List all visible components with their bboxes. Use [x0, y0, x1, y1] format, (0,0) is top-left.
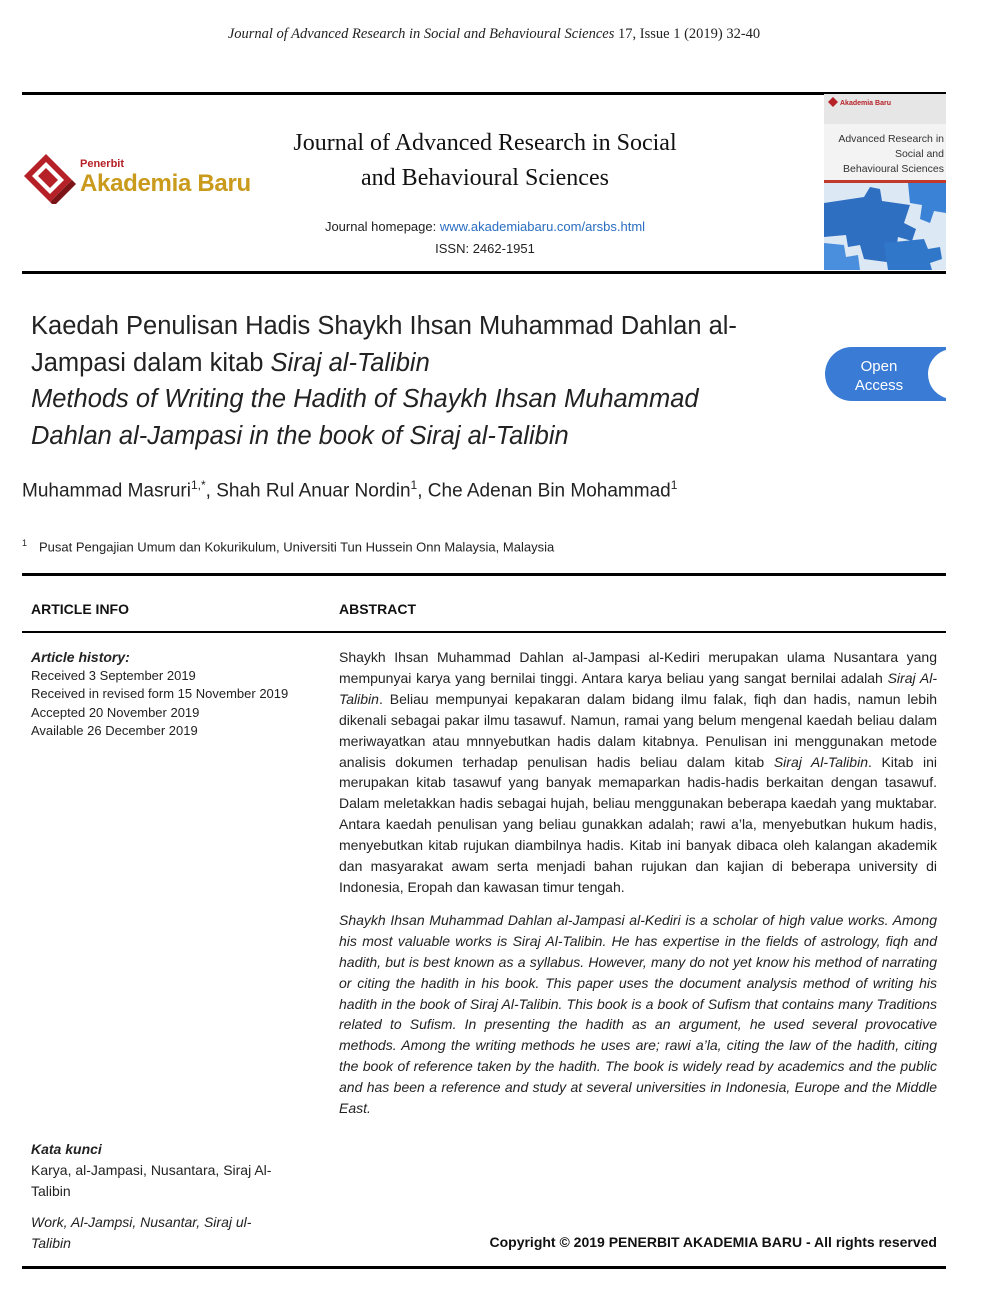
- author-name: Che Adenan Bin Mohammad: [427, 480, 671, 502]
- journal-title: [250, 126, 720, 196]
- journal-title-line-1: Journal of Advanced Research in Social: [293, 130, 677, 156]
- akademia-baru-logo-icon: [20, 152, 78, 204]
- cover-header: [824, 94, 946, 124]
- info-bottom-rule: [22, 1266, 946, 1269]
- issn: ISSN: 2462-1951: [435, 241, 535, 256]
- abstract-heading: ABSTRACT: [339, 601, 416, 617]
- running-head-journal: Journal of Advanced Research in Social and Behavioural Sciences: [227, 26, 615, 42]
- running-head-issue: 17, Issue 1 (2019) 32-40: [614, 26, 761, 42]
- title-english-line-2: Dahlan al-Jampasi in the book of Siraj al-Talibin: [31, 421, 569, 450]
- author-superscript: 1,*: [190, 478, 206, 492]
- author-superscript: 1: [670, 478, 678, 492]
- homepage-link[interactable]: www.akademiabaru.com/arsbs.html: [439, 219, 646, 234]
- abstract-body: [339, 647, 937, 1119]
- history-available: Available 26 December 2019: [31, 723, 198, 738]
- keywords: [31, 1139, 306, 1254]
- homepage-label: Journal homepage:: [324, 219, 440, 234]
- article-info-heading: ARTICLE INFO: [31, 601, 129, 617]
- author-name: Muhammad Masruri: [22, 480, 191, 502]
- logo-publisher-name: Akademia Baru: [80, 170, 251, 197]
- title-malay-part-2: Jampasi dalam kitab: [31, 348, 271, 377]
- keywords-english-line-1: Work, Al-Jampsi, Nusantar, Siraj ul-: [31, 1214, 252, 1230]
- open-access-label: [831, 357, 927, 395]
- title-malay-book: Siraj al-Talibin: [270, 348, 430, 377]
- running-head: [0, 26, 988, 43]
- title-english-line-1: Methods of Writing the Hadith of Shaykh Ihsan Muhammad: [31, 385, 699, 413]
- keywords-malay-line-1: Karya, al-Jampasi, Nusantara, Siraj Al-: [31, 1162, 272, 1178]
- logo-publisher-small: Penerbit: [80, 158, 125, 170]
- abstract-malay: [339, 647, 937, 898]
- journal-homepage: [250, 219, 720, 234]
- keywords-label: Kata kunci: [31, 1141, 102, 1157]
- author-separator: ,: [205, 480, 217, 502]
- title-malay-line-1: Kaedah Penulisan Hadis Shaykh Ihsan Muhammad Dahlan al-: [31, 312, 737, 340]
- puzzle-pieces-icon: [824, 183, 946, 270]
- cover-title-line-3: Behavioural Sciences: [843, 163, 944, 175]
- copyright-notice: Copyright © 2019 PENERBIT AKADEMIA BARU - All rights reserved: [489, 1234, 937, 1250]
- journal-title-line-2: and Behavioural Sciences: [361, 165, 609, 191]
- abstract-english: Shaykh Ihsan Muhammad Dahlan al-Jampasi al-Kediri is a scholar of high value works. Among his most valuable works is Siraj Al-Talibin. He has expertise in the fields of astrology, fiqh and hadith, but is best known as a syllabus. However, many do not yet know his method of narrating or citing the hadith in his book. This paper uses the document analysis method of writing his hadith in the book of Siraj Al-Talibin. This book is a book of Sufism that contains many Traditions related to Sufism. In presenting the hadith as an argument, he used several provocative methods. Among the writing methods he uses are; rawi a’la, citing the law of the hadith, citing the book of reference taken by the hadith. The book is widely read by academics and the public and has been a reference and study at several universities in Indonesia, Europe and the Middle East.: [339, 911, 937, 1117]
- abstract-malay-book-2: Siraj Al-Talibin: [773, 753, 868, 770]
- affiliation-number: 1: [22, 538, 28, 548]
- history-accepted: Accepted 20 November 2019: [31, 704, 200, 720]
- abstract-malay-book-1: Siraj Al-Talibin: [339, 669, 937, 707]
- paper-title: [31, 308, 811, 454]
- affiliation-text: Pusat Pengajian Umum dan Kokurikulum, Universiti Tun Hussein Onn Malaysia, Malaysia: [39, 539, 555, 555]
- author-superscript: 1: [410, 478, 418, 492]
- article-history-label: Article history:: [31, 649, 130, 665]
- abstract-malay-b: . Beliau mempunyai kepakaran dalam bidang ilmu falak, fiqh dan hadis, namun lebih dikenali sebagai pakar ilmu tasawuf. Namun, ramai yang belum mengenal kaedah beliau dalam meriwayatkan atau mnnyebutkan hadis dalam kitabnya. Penulisan ini menggunakan metode analisis dokumen terhadap penulisan hadis beliau dalam kitab: [339, 690, 937, 770]
- cover-title-line-2: Social and: [894, 148, 944, 160]
- open-access-line-1: Open: [860, 358, 898, 375]
- open-access-badge[interactable]: [825, 347, 946, 401]
- author-name: Shah Rul Anuar Nordin: [216, 480, 411, 502]
- cover-title: [824, 132, 944, 177]
- header-top-rule: [22, 92, 946, 95]
- affiliation: [22, 538, 554, 554]
- header-bottom-rule: [22, 271, 946, 274]
- abstract-malay-a: Shaykh Ihsan Muhammad Dahlan al-Jampasi al-Kediri merupakan ulama Nusantara yang mempunyai karya yang bernilai tinggi. Antara karya beliau yang sangat bernilai adalah: [339, 649, 937, 686]
- keywords-english-line-2: Talibin: [31, 1235, 71, 1251]
- journal-cover: [824, 94, 946, 270]
- author-separator: ,: [417, 480, 428, 502]
- cover-title-line-1: Advanced Research in: [838, 133, 944, 145]
- author-list: [22, 478, 677, 502]
- abstract-malay-c: . Kitab ini merupakan kitab tasawuf yang banyak memaparkan hadis-hadis berkaitan dengan tasawuf. Dalam meletakkan hadis sebagai hujah, beliau menggunakan beberapa kaedah yang muktabar. Antara kaedah penulisan yang beliau gunakkan adalah; rawi a’la, menyebutkan hukum hadis, menyebutkan kitab rujukan diambilnya hadis. Kitab ini banyak dibaca oleh kalangan akademik dan masyarakat awam serta menjadi bahan rujukan dan kajian di beberapa university di Indonesia, Eropah dan kawasan timur tengah.: [339, 753, 937, 895]
- keywords-malay-line-2: Talibin: [31, 1183, 71, 1199]
- info-heading-rule: [22, 631, 946, 633]
- open-access-cutout: [928, 349, 946, 399]
- info-top-rule: [22, 573, 946, 576]
- title-malay-line-2: [31, 345, 811, 382]
- history-revised: Received in revised form 15 November 2019: [31, 686, 289, 701]
- history-received: Received 3 September 2019: [31, 667, 196, 683]
- open-access-line-2: Access: [854, 377, 904, 394]
- cover-logo-icon: [827, 97, 839, 108]
- article-history: [31, 648, 306, 741]
- cover-brand: Akademia Baru: [840, 100, 891, 107]
